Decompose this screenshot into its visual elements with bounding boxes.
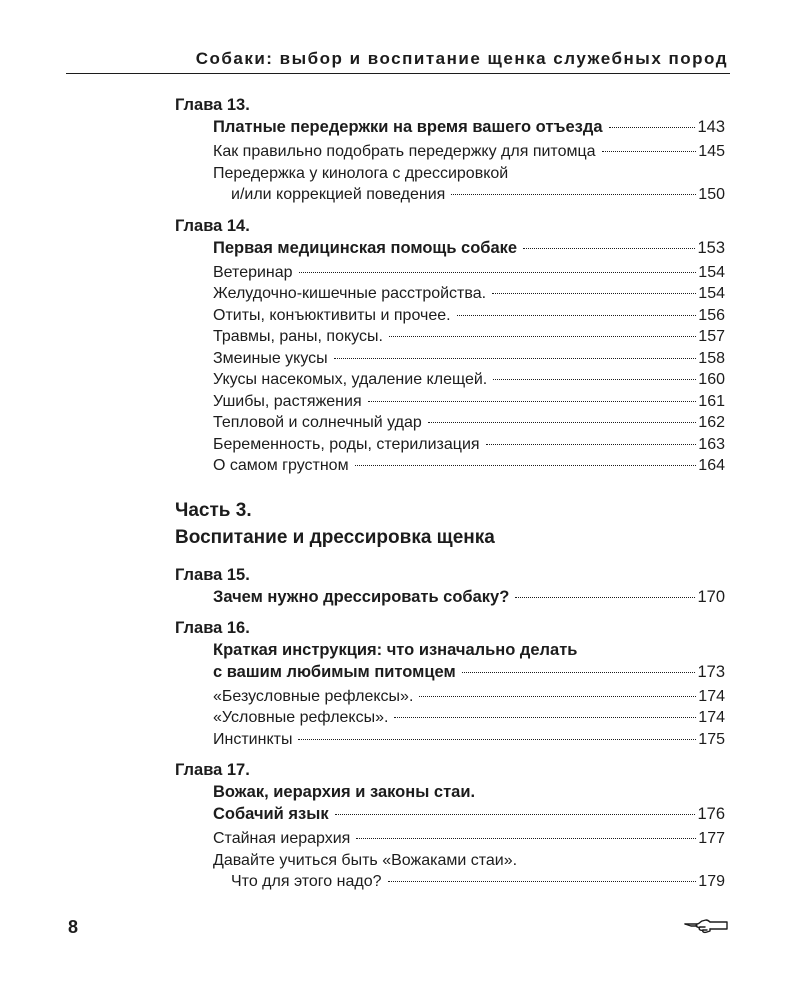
- toc-entry[interactable]: [175, 326, 725, 348]
- toc-entry[interactable]: [175, 661, 725, 683]
- dot-leader: [451, 194, 696, 195]
- toc-entry-label: Тепловой и солнечный удар: [213, 414, 422, 431]
- header-rule: [66, 73, 730, 74]
- toc-entry-page: 154: [698, 263, 725, 281]
- chapter-14-title: Глава 14.: [175, 216, 250, 235]
- part-3-title: Часть 3.: [175, 499, 252, 521]
- toc-entry-page: 174: [698, 687, 725, 705]
- toc-entry-label: Ветеринар: [213, 263, 293, 281]
- toc-entry-label: Платные передержки на время вашего отъезда: [213, 118, 603, 136]
- toc-entry-page: 176: [697, 805, 725, 823]
- toc-entry[interactable]: [175, 141, 725, 163]
- toc-entry-page: 154: [698, 285, 725, 302]
- dot-leader: [388, 881, 697, 882]
- dot-leader: [515, 597, 695, 598]
- dot-leader: [486, 444, 697, 445]
- toc-entry-page: 164: [698, 457, 725, 474]
- toc-entry[interactable]: [175, 434, 725, 456]
- toc-entry-label: Инстинкты: [213, 730, 293, 748]
- toc-entry-label: Что для этого надо?: [231, 873, 382, 890]
- dot-leader: [355, 465, 697, 466]
- toc-entry[interactable]: [175, 412, 725, 434]
- toc-entry-label: Ушибы, растяжения: [213, 392, 362, 410]
- chapter-13-title: Глава 13.: [175, 96, 250, 114]
- dot-leader: [492, 293, 696, 294]
- dot-leader: [298, 739, 696, 740]
- dot-leader: [356, 838, 696, 839]
- dot-leader: [609, 127, 696, 128]
- dot-leader: [334, 358, 697, 359]
- toc-entry-page: 150: [698, 186, 725, 203]
- toc-entry-page: 156: [698, 306, 725, 324]
- toc-entry[interactable]: [175, 116, 725, 138]
- toc-entry-label: О самом грустном: [213, 457, 349, 474]
- toc-entry-label: Отиты, конъюктивиты и прочее.: [213, 306, 451, 324]
- toc-entry-page: 161: [698, 392, 725, 410]
- toc-entry-label: с вашим любимым питомцем: [213, 662, 456, 681]
- dot-leader: [602, 151, 697, 152]
- toc-entry-line1[interactable]: Передержка у кинолога с дрессировкой: [213, 164, 509, 182]
- chapter-17-title: Глава 17.: [175, 761, 250, 779]
- toc-entry[interactable]: [175, 729, 725, 751]
- dot-leader: [299, 272, 697, 273]
- toc-entry[interactable]: [175, 686, 725, 708]
- toc-entry-label: Беременность, роды, стерилизация: [213, 435, 480, 453]
- table-of-contents: [175, 94, 725, 893]
- toc-entry-label: Змеиные укусы: [213, 349, 328, 367]
- toc-entry[interactable]: [175, 871, 725, 893]
- toc-entry-line1[interactable]: Давайте учиться быть «Вожаками стаи».: [213, 851, 518, 869]
- part-3-subtitle: Воспитание и дрессировка щенка: [175, 526, 495, 548]
- toc-entry-label: «Условные рефлексы».: [213, 709, 389, 726]
- toc-entry[interactable]: [175, 348, 725, 370]
- toc-entry-label: «Безусловные рефлексы».: [213, 687, 414, 705]
- toc-entry-label: Первая медицинская помощь собаке: [213, 238, 518, 257]
- page-number: 8: [68, 917, 79, 937]
- toc-entry-page: 162: [698, 414, 725, 431]
- toc-entry-label: Травмы, раны, покусы.: [213, 328, 383, 345]
- toc-entry-line1[interactable]: Вожак, иерархия и законы стаи.: [213, 783, 476, 801]
- toc-entry-label: и/или коррекцией поведения: [231, 186, 446, 203]
- chapter-15-title: Глава 15.: [175, 565, 250, 584]
- toc-entry-page: 173: [697, 662, 725, 681]
- dot-leader: [462, 672, 696, 673]
- toc-entry-page: 153: [697, 238, 725, 257]
- toc-entry[interactable]: [175, 391, 725, 413]
- toc-entry-page: 163: [698, 435, 725, 453]
- toc-entry-page: 158: [698, 349, 725, 367]
- pointing-hand-icon: [683, 914, 729, 936]
- dot-leader: [394, 717, 696, 718]
- dot-leader: [428, 422, 697, 423]
- toc-entry[interactable]: [175, 369, 725, 391]
- toc-entry[interactable]: [175, 803, 725, 825]
- toc-entry[interactable]: [175, 828, 725, 850]
- toc-entry-page: 179: [698, 873, 725, 890]
- toc-entry-page: 157: [698, 328, 725, 345]
- toc-entry-label: Стайная иерархия: [213, 830, 351, 847]
- toc-entry-page: 145: [698, 143, 725, 160]
- toc-entry-page: 143: [697, 118, 725, 136]
- toc-entry-label: Желудочно-кишечные расстройства.: [213, 285, 487, 302]
- toc-entry-page: 170: [697, 587, 725, 606]
- toc-entry[interactable]: [175, 237, 725, 259]
- toc-entry[interactable]: [175, 184, 725, 206]
- toc-entry-label: Собачий язык: [213, 805, 329, 823]
- dot-leader: [523, 248, 695, 249]
- toc-entry-page: 175: [698, 730, 725, 748]
- toc-entry-page: 177: [698, 830, 725, 847]
- dot-leader: [368, 401, 697, 402]
- dot-leader: [493, 379, 696, 380]
- toc-entry-page: 174: [698, 709, 725, 726]
- toc-entry-line1[interactable]: Краткая инструкция: что изначально делать: [213, 640, 578, 659]
- toc-entry[interactable]: [175, 707, 725, 729]
- toc-entry-label: Укусы насекомых, удаление клещей.: [213, 371, 488, 388]
- toc-entry-label: Зачем нужно дрессировать собаку?: [213, 587, 510, 606]
- toc-entry[interactable]: [175, 262, 725, 284]
- dot-leader: [419, 696, 696, 697]
- chapter-16-title: Глава 16.: [175, 618, 250, 637]
- toc-entry[interactable]: [175, 305, 725, 327]
- toc-entry-page: 160: [698, 371, 725, 388]
- dot-leader: [335, 814, 696, 815]
- dot-leader: [389, 336, 696, 337]
- dot-leader: [457, 315, 697, 316]
- toc-entry[interactable]: [175, 586, 725, 608]
- toc-entry[interactable]: [175, 283, 725, 305]
- toc-entry-label: Как правильно подобрать передержку для питомца: [213, 143, 596, 160]
- toc-entry[interactable]: [175, 455, 725, 477]
- running-head: Собаки: выбор и воспитание щенка служебных пород: [195, 49, 728, 68]
